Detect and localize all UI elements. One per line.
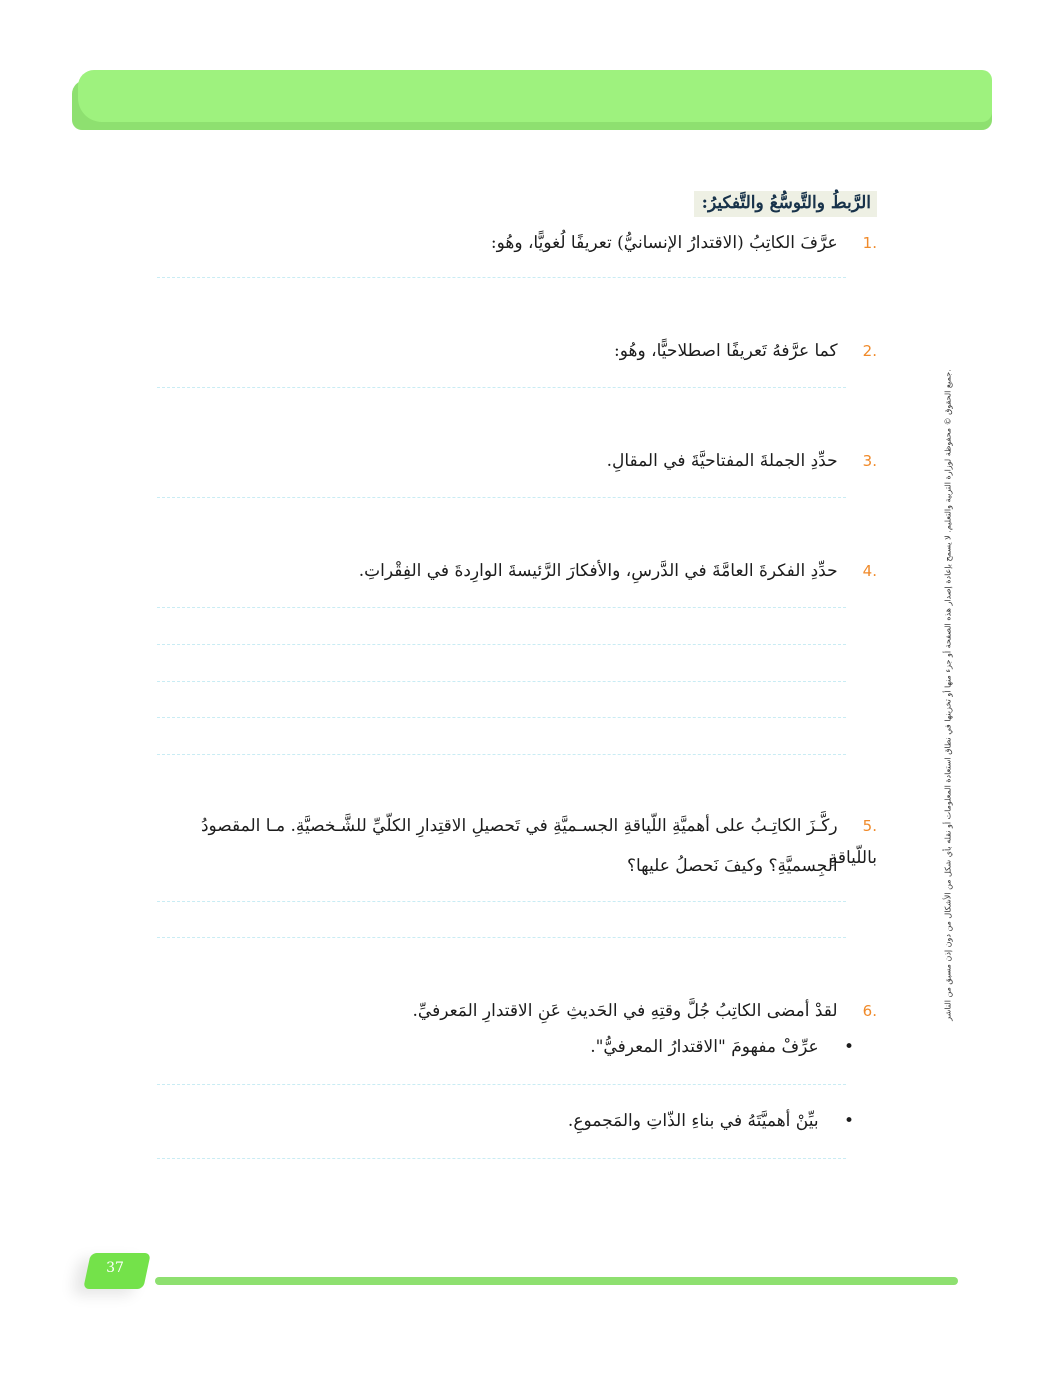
question-5-continued: [627, 850, 877, 882]
section-heading: الرَّبطُ والتَّوسُّعُ والتَّفكيرُ:: [694, 191, 877, 217]
question-3: [607, 445, 877, 477]
footer-bar: [155, 1277, 958, 1285]
copyright-note: [937, 350, 959, 1040]
answer-line[interactable]: [157, 754, 846, 755]
question-2: [614, 335, 877, 367]
question-text: كما عرَّفهُ تَعريفًا اصطلاحيًّا، وهُو:: [614, 341, 838, 361]
question-text: عرَّفَ الكاتِبُ (الاقتدارُ الإنسانيُّ) تعريفًا لُغويًّا، وهُو:: [490, 233, 838, 253]
answer-line[interactable]: [157, 717, 846, 718]
question-6: [413, 995, 878, 1027]
page-number: 37: [106, 1260, 124, 1276]
bullet-dot: •: [843, 1037, 854, 1057]
answer-line[interactable]: [157, 387, 846, 388]
answer-line[interactable]: [157, 277, 846, 278]
header-band: [72, 70, 992, 130]
answer-line[interactable]: [157, 644, 846, 645]
answer-line[interactable]: [157, 607, 846, 608]
answer-line[interactable]: [157, 901, 846, 902]
question-number: .5: [862, 817, 877, 835]
question-number: .4: [862, 562, 877, 580]
answer-line[interactable]: [157, 1084, 846, 1085]
bullet-item-define: [590, 1031, 854, 1063]
answer-line[interactable]: [157, 1158, 846, 1159]
header-band-main: [78, 70, 992, 122]
bullet-item-importance: [568, 1105, 854, 1137]
question-text: حدِّدِ الفكرةَ العامَّةَ في الدَّرسِ، والأفكارَ الرَّئيسةَ الوارِدةَ في الفِقْراتِ.: [358, 561, 838, 581]
question-number: .3: [862, 452, 877, 470]
question-4: [359, 555, 877, 587]
question-text: حدِّدِ الجملةَ المفتاحيَّةَ في المقالِ.: [606, 451, 838, 471]
answer-line[interactable]: [157, 681, 846, 682]
question-number: .1: [862, 234, 877, 252]
question-number: .2: [862, 342, 877, 360]
bullet-text: عرِّفْ مفهومَ "الاقتدارُ المعرفيُّ".: [590, 1037, 819, 1057]
question-text: لقدْ أمضى الكاتِبُ جُلَّ وقتِهِ في الحَديثِ عَنِ الاقتدارِ المَعرفيِّ.: [412, 1001, 838, 1021]
answer-line[interactable]: [157, 937, 846, 938]
question-text: ركَّـزَ الكاتِـبُ على أهميَّةِ اللّياقةِ الجسـميَّةِ في تَحصيلِ الاقتِدارِ الكلّيِّ للشَّـخصيَّةِ. مـا المقصودُ باللّياقةِ: [200, 816, 877, 868]
question-number: .6: [862, 1002, 877, 1020]
question-text: الجِسميَّةِ؟ وكيفَ نَحصلُ عليها؟: [626, 856, 838, 876]
answer-line[interactable]: [157, 497, 846, 498]
question-1: [491, 227, 877, 259]
copyright-text: جميع الحقوق © محفوظة لوزارة التربية والتعليم. لا يسمح بإعادة إصدار هذه الصفحة أو جزء منها أو تخزينها في نطاق استعادة المعلومات أو نقله بأي شكل من الأشكال من دون إذن مسبق من الناشر.: [943, 369, 953, 1021]
bullet-dot: •: [843, 1111, 854, 1131]
bullet-text: بيِّنْ أهميَّتَهُ في بناءِ الذّاتِ والمَجموعِ.: [567, 1111, 819, 1131]
